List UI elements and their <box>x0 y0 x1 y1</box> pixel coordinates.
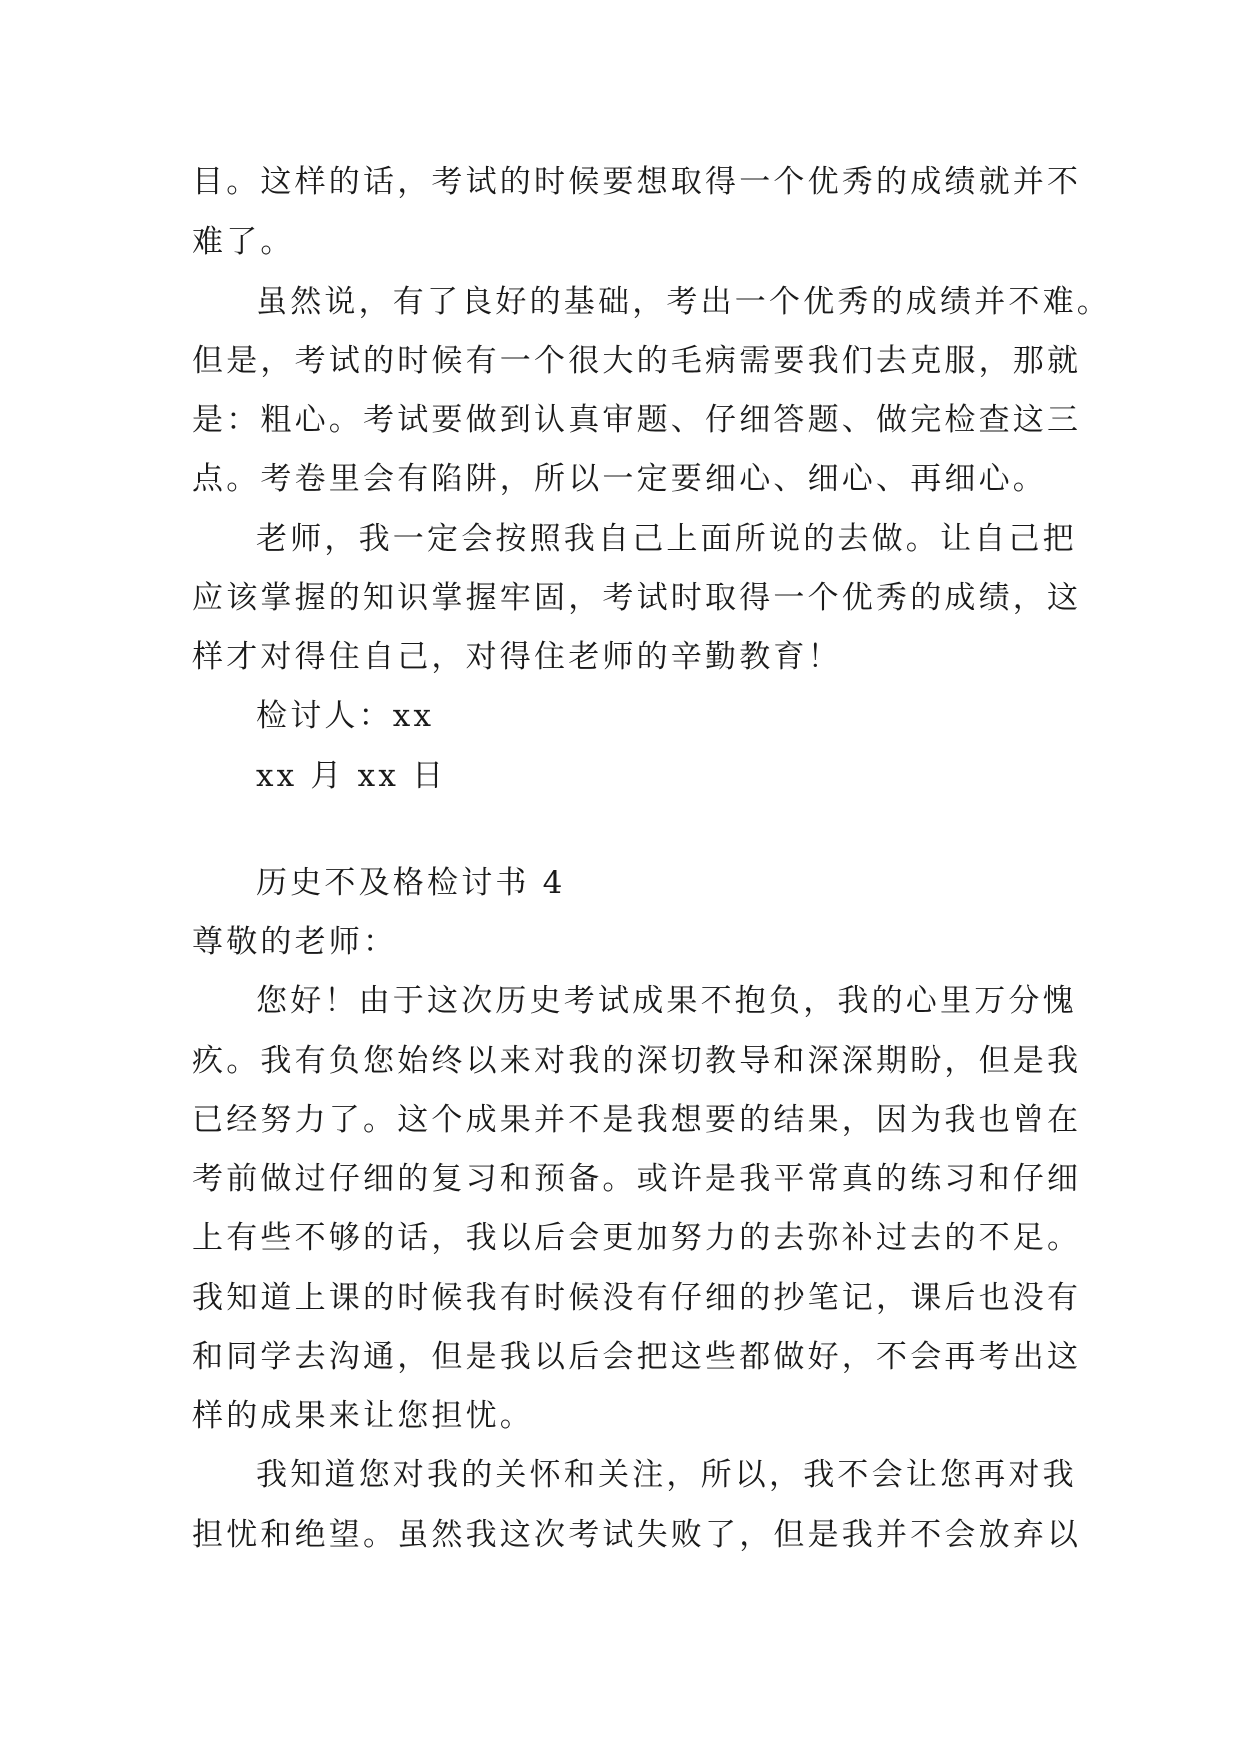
paragraph-start-line: 我知道您对我的关怀和关注，所以，我不会让您再对我 <box>256 1457 1077 1493</box>
text-line: 我知道上课的时候我有时候没有仔细的抄笔记，课后也没有 <box>192 1280 1082 1316</box>
text-line: 是：粗心。考试要做到认真审题、仔细答题、做完检查这三 <box>192 402 1082 438</box>
text-line: 样的成果来让您担忧。 <box>192 1398 534 1434</box>
section-title: 历史不及格检讨书 4 <box>256 865 566 901</box>
text-line: 但是，考试的时候有一个很大的毛病需要我们去克服，那就 <box>192 343 1082 379</box>
text-line: 考前做过仔细的复习和预备。或许是我平常真的练习和仔细 <box>192 1161 1082 1197</box>
text-line: 和同学去沟通，但是我以后会把这些都做好，不会再考出这 <box>192 1339 1082 1375</box>
text-line: 样才对得住自己，对得住老师的辛勤教育！ <box>192 639 842 675</box>
text-line: 担忧和绝望。虽然我这次考试失败了，但是我并不会放弃以 <box>192 1517 1082 1553</box>
text-line: 难了。 <box>192 224 295 260</box>
paragraph-start-line: 您好！由于这次历史考试成果不抱负，我的心里万分愧 <box>256 983 1077 1019</box>
salutation: 尊敬的老师： <box>192 924 398 960</box>
text-line: 应该掌握的知识掌握牢固，考试时取得一个优秀的成绩，这 <box>192 580 1082 616</box>
text-line: 点。考卷里会有陷阱，所以一定要细心、细心、再细心。 <box>192 461 1047 497</box>
text-line: 上有些不够的话，我以后会更加努力的去弥补过去的不足。 <box>192 1220 1082 1256</box>
text-line: 疚。我有负您始终以来对我的深切教导和深深期盼，但是我 <box>192 1043 1082 1079</box>
text-line: 目。这样的话，考试的时候要想取得一个优秀的成绩就并不 <box>192 164 1082 200</box>
paragraph-start-line: 虽然说，有了良好的基础，考出一个优秀的成绩并不难。 <box>256 284 1111 320</box>
paragraph-start-line: 老师，我一定会按照我自己上面所说的去做。让自己把 <box>256 521 1077 557</box>
signature-date: xx 月 xx 日 <box>256 758 447 794</box>
signature-author: 检讨人：xx <box>256 698 435 734</box>
text-line: 已经努力了。这个成果并不是我想要的结果，因为我也曾在 <box>192 1102 1082 1138</box>
